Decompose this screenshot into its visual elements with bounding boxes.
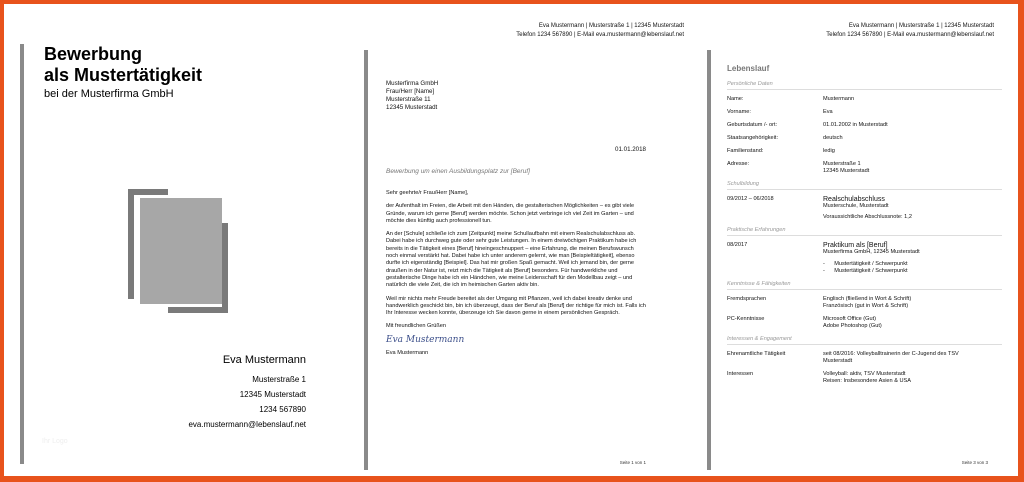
section-skills: Kenntnisse & Fähigkeiten [727, 281, 1002, 290]
section-practice: Praktische Erfahrungen [727, 227, 1002, 236]
cover-name: Eva Mustermann [222, 354, 306, 366]
cv-row: PC-Kenntnisse Microsoft Office (Gut) Adobe Photoshop (Gut) [727, 316, 882, 329]
cover-email[interactable]: eva.mustermann@lebenslauf.net [188, 420, 306, 429]
cv-row: Interessen Volleyball: aktiv, TSV Musterstadt Reisen: Insbesondere Asien & USA [727, 371, 911, 384]
page-divider [364, 50, 368, 470]
cover-stripe [20, 44, 24, 464]
paragraph: An der [Schule] schließe ich zum [Zeitpunkt] meine Schullaufbahn mit einem Realschulabschluss ab. Dabei habe ich durchweg gute oder sehr gute Leistungen. In einem dreiwöchigen Praktikum habe ich bereits in die Tätigkeit eines [Beruf] hineingeschnuppert – eine Erfahrung, die meinen Berufswunsch noch einmal verstärkt hat. Dabei habe ich unter anderem gelernt, wie man [Beispieltätigkeit], ebenso durfte ich eigenständig [Beispiel]. Das hat mir großen Spaß gemacht. Weil ich jemand bin, der gerne draußen in der Natur ist, reizt mich die Tätigkeit als [Beruf] besonders. Für handwerkliche und gestalterische Dinge habe ich ein Händchen, wie meine Leidenschaft für den Modellbau zeigt – und natürlich die viele Zeit, die ich im heimischen Garten aktiv bin. [386, 231, 637, 289]
cover-street: Musterstraße 1 [252, 375, 306, 384]
cv-page [707, 14, 1012, 474]
cover-subtitle: bei der Musterfirma GmbH [44, 88, 174, 100]
paragraph: der Aufenthalt im Freien, die Arbeit mit den Händen, die gestalterischen Möglichkeiten – es gibt viele Gründe, warum ich gerne [Beruf] werden möchte. Schon jetzt verbringe ich viel Zeit im Garten – und möchte dies künftig auch professionell tun. [386, 203, 635, 224]
letter-body [386, 190, 646, 357]
paragraph: Weil mir nichts mehr Freude bereitet als der Umgang mit Pflanzen, weil ich dabei kreativ denke und handwerklich geschickt bin, bin ich überzeugt, dass der Beruf als [Beruf] der richtige für mich ist. Falls ich Ihr Interesse wecken konnte, überzeuge ich Sie davon gerne in einem persönlichen Gespräch. [386, 295, 646, 317]
cv-row: 08/2017 Praktikum als [Beruf] Musterfirma GmbH, 12345 Musterstadt - Mustertätigkeit / Schwerpunkt - Mustertätigkeit / Schwerpunkt [727, 242, 920, 274]
letter-subject: Bewerbung um einen Ausbildungsplatz zur [Beruf] [386, 168, 530, 175]
section-school: Schulbildung [727, 181, 1002, 190]
cover-contact [188, 354, 306, 432]
photo-frame [128, 189, 228, 313]
recipient-address: Musterfirma GmbH Frau/Herr [Name] Musterstraße 11 12345 Musterstadt [386, 80, 439, 111]
cover-title: Bewerbung als Mustertätigkeit [44, 44, 203, 85]
photo-placeholder[interactable] [140, 198, 222, 304]
cv-title: Lebenslauf [727, 64, 770, 73]
cv-header: Eva Mustermann | Musterstraße 1 | 12345 Musterstadt Telefon 1234 567890 | E-Mail eva.mustermann@lebenslauf.net [826, 23, 994, 38]
signer-name: Eva Mustermann [386, 350, 429, 357]
page-number: Seite 1 von 1 [619, 460, 646, 465]
cv-content [727, 64, 1002, 391]
signature: Eva Mustermann [386, 334, 465, 345]
cv-row: Ehrenamtliche Tätigkeit seit 08/2016: Volleyballtrainerin der C-Jugend des TSV Musterstadt [727, 351, 959, 364]
cover-city: 12345 Musterstadt [239, 390, 306, 399]
salutation: Sehr geehrte/r Frau/Herr [Name], [386, 190, 469, 196]
cv-row: Fremdsprachen Englisch (fließend in Wort & Schrift) Französisch (gut in Wort & Schrift) [727, 296, 912, 309]
letter-page [364, 14, 698, 474]
letter-date: 01.01.2018 [615, 146, 646, 153]
cv-row: Familienstand: ledig [727, 148, 835, 154]
cv-row: 09/2012 – 06/2018 Realschulabschluss Musterschule, Musterstadt Voraussichtliche Abschlussnote: 1,2 [727, 196, 912, 220]
document-frame [4, 4, 1018, 476]
closing: Mit freundlichen Grüßen [386, 323, 447, 330]
cv-row: Vorname: Eva [727, 109, 833, 115]
page-number: Seite 3 von 3 [961, 460, 988, 465]
cover-phone: 1234 567890 [259, 405, 306, 414]
section-personal: Persönliche Daten [727, 81, 1002, 90]
logo-placeholder: Ihr Logo [42, 438, 68, 445]
cover-page [20, 14, 354, 474]
cv-row: Name: Mustermann [727, 96, 855, 102]
cv-row: Staatsangehörigkeit: deutsch [727, 135, 843, 141]
letter-header: Eva Mustermann | Musterstraße 1 | 12345 Musterstadt Telefon 1234 567890 | E-Mail eva.mustermann@lebenslauf.net [516, 23, 684, 38]
page-divider [707, 50, 711, 470]
cv-row: Adresse: Musterstraße 1 12345 Musterstadt [727, 161, 870, 174]
cv-row: Geburtsdatum /- ort: 01.01.2002 in Musterstadt [727, 122, 888, 128]
section-interests: Interessen & Engagement [727, 336, 1002, 345]
